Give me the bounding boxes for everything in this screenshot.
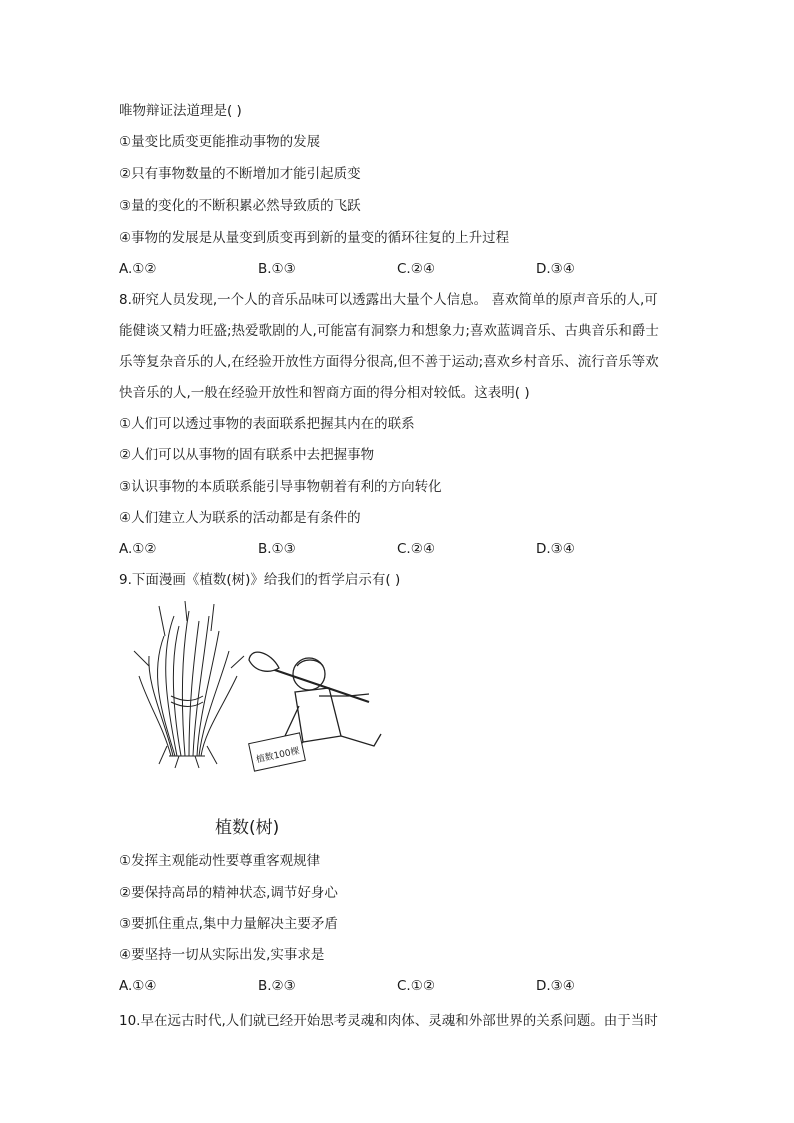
q9-options <box>119 977 679 995</box>
cartoon-drawing <box>119 596 409 816</box>
q9-item-2: ②要保持高昂的精神状态,调节好身心 <box>119 885 338 901</box>
q7-option-a: A.①② <box>119 261 157 277</box>
q9-option-c: C.①② <box>397 978 435 994</box>
bundled-sticks <box>134 601 244 768</box>
q8-options <box>119 540 679 558</box>
q9-option-a: A.①④ <box>119 978 157 994</box>
q9-item-4: ④要坚持一切从实际出发,实事求是 <box>119 947 325 963</box>
q8-item-1: ①人们可以透过事物的表面联系把握其内在的联系 <box>119 416 415 432</box>
q8-option-a: A.①② <box>119 541 157 557</box>
q7-item-4: ④事物的发展是从量变到质变再到新的量变的循环往复的上升过程 <box>119 230 510 246</box>
q7-option-c: C.②④ <box>397 261 435 277</box>
q7-option-b: B.①③ <box>258 261 296 277</box>
q8-stem-line-2: 能健谈又精力旺盛;热爱歌剧的人,可能富有洞察力和想象力;喜欢蓝调音乐、古典音乐和爵士 <box>119 323 659 339</box>
q9-stem: 9.下面漫画《植数(树)》给我们的哲学启示有( ) <box>119 572 401 588</box>
q7-item-3: ③量的变化的不断积累必然导致质的飞跃 <box>119 198 361 214</box>
q8-item-3: ③认识事物的本质联系能引导事物朝着有利的方向转化 <box>119 479 442 495</box>
q8-option-b: B.①③ <box>258 541 296 557</box>
q7-option-d: D.③④ <box>536 261 575 277</box>
q9-item-1: ①发挥主观能动性要尊重客观规律 <box>119 853 321 869</box>
q9-option-d: D.③④ <box>536 978 575 994</box>
q9-option-b: B.②③ <box>258 978 296 994</box>
q8-option-c: C.②④ <box>397 541 435 557</box>
q8-option-d: D.③④ <box>536 541 575 557</box>
q8-stem-line-3: 乐等复杂音乐的人,在经验开放性方面得分很高,但不善于运动;喜欢乡村音乐、流行音乐等欢 <box>119 354 659 370</box>
q7-item-1: ①量变比质变更能推动事物的发展 <box>119 134 321 150</box>
q7-stem-end: 唯物辩证法道理是( ) <box>119 103 242 119</box>
q10-stem-line-1: 10.早在远古时代,人们就已经开始思考灵魂和肉体、灵魂和外部世界的关系问题。由于当时 <box>119 1013 658 1029</box>
q8-item-4: ④人们建立人为联系的活动都是有条件的 <box>119 510 361 526</box>
q9-item-3: ③要抓住重点,集中力量解决主要矛盾 <box>119 916 338 932</box>
cartoon-caption: 植数(树) <box>215 818 280 838</box>
q7-options <box>119 260 679 278</box>
q8-item-2: ②人们可以从事物的固有联系中去把握事物 <box>119 447 375 463</box>
sign-text: 植数100棵 <box>255 746 301 766</box>
paper-sign <box>249 733 306 771</box>
q7-item-2: ②只有事物数量的不断增加才能引起质变 <box>119 166 361 182</box>
q8-stem-line-1: 8.研究人员发现,一个人的音乐品味可以透露出大量个人信息。 喜欢简单的原声音乐的人,可 <box>119 292 658 308</box>
q8-stem-line-4: 快音乐的人,一般在经验开放性和智商方面的得分相对较低。这表明( ) <box>119 385 530 401</box>
cartoon-illustration <box>119 596 409 836</box>
